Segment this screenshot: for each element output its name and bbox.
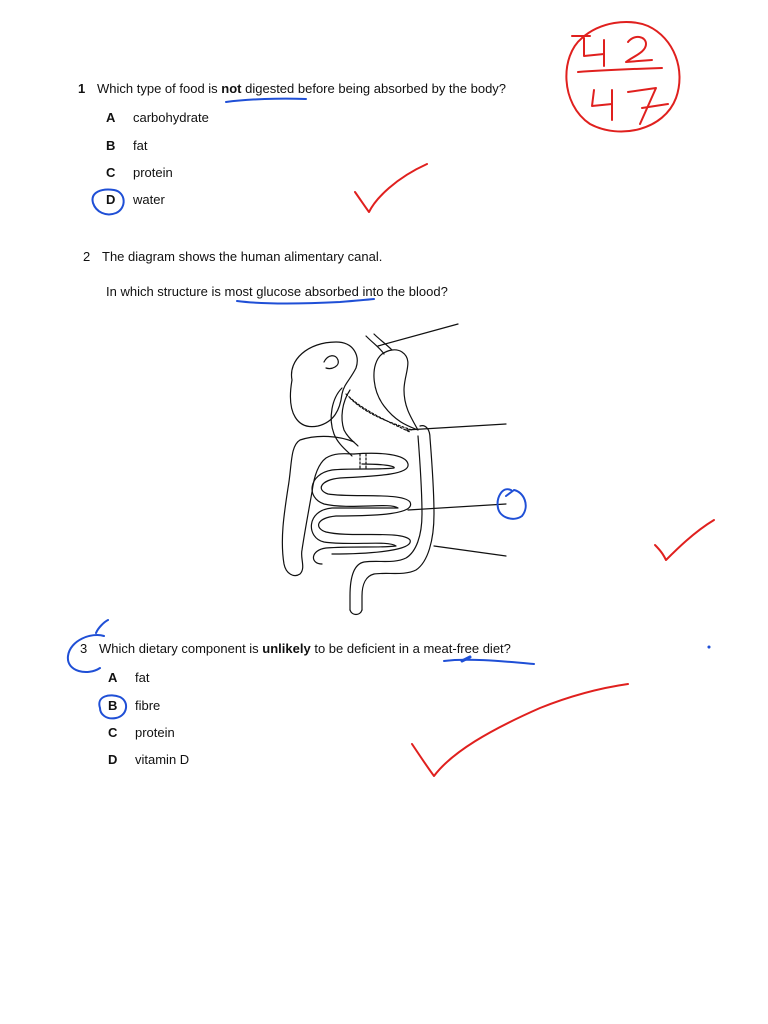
- q1-option-c-text[interactable]: protein: [133, 165, 173, 180]
- gall-bladder-outline: [324, 356, 338, 369]
- pancreas-outline: [350, 398, 412, 430]
- label-line-2: [406, 424, 506, 430]
- question-1-text-part: Which type of food is: [97, 81, 222, 96]
- score-digit-4: [592, 90, 612, 120]
- tick-q1: [355, 164, 427, 212]
- score-fraction-bar: [578, 68, 662, 72]
- score-circle: [566, 22, 679, 132]
- underline-meat-free: [444, 660, 534, 664]
- q3-option-a-letter: A: [108, 670, 118, 685]
- score-digit-7: [628, 88, 668, 124]
- question-3-emphasis: unlikely: [262, 641, 311, 656]
- score-digit-2: [626, 37, 652, 62]
- q1-option-b-text[interactable]: fat: [133, 138, 148, 153]
- q1-option-a-letter: A: [106, 110, 116, 125]
- underline-not-digested: [226, 99, 306, 102]
- oesophagus-outline: [374, 334, 392, 350]
- label-line-4: [434, 546, 506, 556]
- alimentary-canal-diagram: [270, 318, 510, 618]
- label-line-1: [378, 324, 458, 346]
- tick-q3: [412, 684, 628, 776]
- q1-option-d-letter: D: [106, 192, 116, 207]
- score-digit-4: [584, 38, 604, 66]
- underline-most-glucose-absorbed: [237, 299, 374, 303]
- large-intestine-outline: [350, 436, 422, 610]
- question-3-text-part: Which dietary component is: [99, 641, 263, 656]
- q1-option-c-letter: C: [106, 165, 116, 180]
- question-1-number: 1: [78, 81, 86, 96]
- q3-option-a-text[interactable]: fat: [135, 670, 150, 685]
- q3-option-b-text[interactable]: fibre: [135, 698, 161, 713]
- question-2-subtext: In which structure is most glucose absorbed into the blood?: [106, 284, 448, 299]
- underline-mark: [462, 657, 470, 661]
- tick-q2: [655, 520, 714, 560]
- q1-option-d-text[interactable]: water: [133, 192, 165, 207]
- question-1-emphasis: not: [221, 81, 242, 96]
- q3-option-c-letter: C: [108, 725, 118, 740]
- rectum-outline: [350, 610, 362, 615]
- question-2-text: The diagram shows the human alimentary canal.: [102, 249, 383, 264]
- q3-option-d-letter: D: [108, 752, 118, 767]
- liver-outline: [290, 342, 357, 427]
- label-line-3: [408, 504, 506, 510]
- question-1-text-part: digested before being absorbed by the body?: [241, 81, 507, 96]
- q3-option-b-letter: B: [108, 698, 118, 713]
- question-3-text-part: to be deficient in a meat-free diet?: [310, 641, 511, 656]
- ink-dot: [708, 646, 710, 648]
- question-3-text: [99, 641, 511, 656]
- q1-option-a-text[interactable]: carbohydrate: [133, 110, 209, 125]
- question-1-text: [97, 81, 506, 96]
- q3-option-c-text[interactable]: protein: [135, 725, 175, 740]
- q1-option-b-letter: B: [106, 138, 116, 153]
- question-3-number: 3: [80, 641, 88, 656]
- question-2-number: 2: [83, 249, 91, 264]
- q3-option-d-text[interactable]: vitamin D: [135, 752, 190, 767]
